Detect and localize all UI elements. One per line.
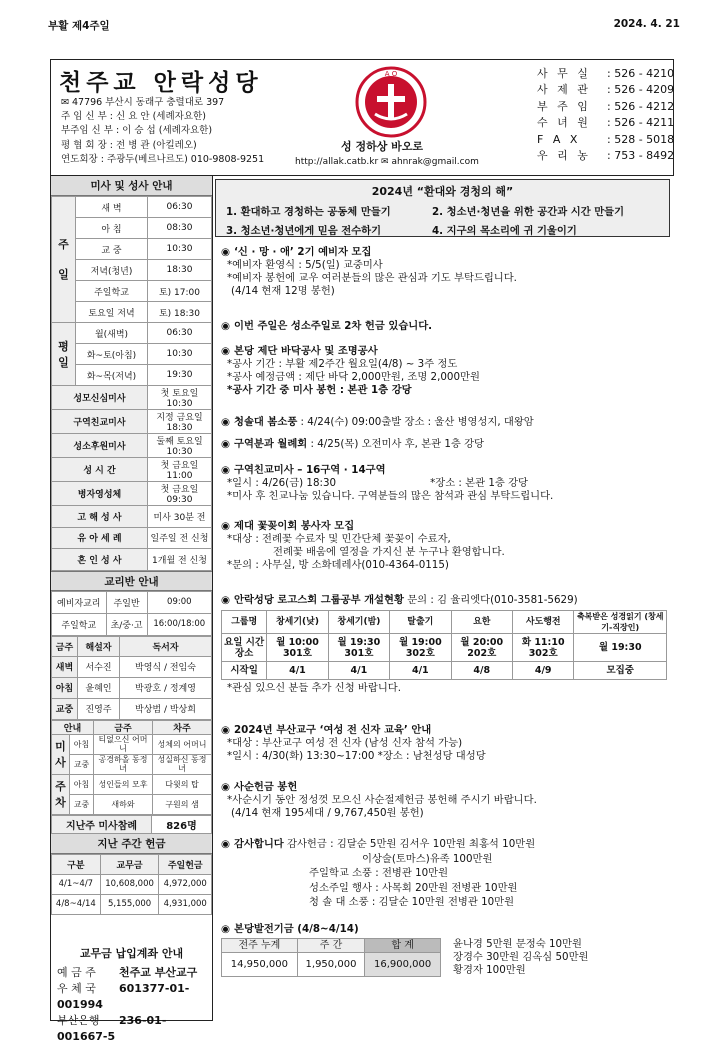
guide-head-cell: 차주 [153, 720, 212, 734]
study-group-cell: 4/8 [451, 662, 512, 680]
offering-cell: 4,931,000 [159, 894, 212, 914]
thanks-line: 주일학교 소풍 : 전병관 10만원 [309, 867, 449, 879]
school-table [51, 591, 212, 636]
mass-time: 06:30 [148, 323, 212, 344]
sacrament-row [52, 386, 212, 410]
bullet-icon: ◉ [221, 520, 230, 532]
patron-saint: 성 정하상 바오로 [341, 140, 424, 153]
notice-line: (4/14 현재 12명 봉헌) [231, 285, 335, 297]
notice-title: 청솔대 봄소풍 [234, 416, 298, 428]
notice-line: *일시 : 4/26(금) 18:30 [227, 477, 337, 489]
notice-text: : 4/25(목) 오전미사 후, 본관 1층 강당 [310, 438, 485, 450]
offering-cell: 4,972,000 [159, 874, 212, 894]
mass-row [52, 323, 212, 344]
study-group-cell: 창세기(낮) [267, 611, 328, 634]
notice-text: : 4/24(수) 09:00출발 장소 : 울산 병영성지, 대왕암 [300, 416, 534, 428]
homepage-link[interactable]: http://allak.catb.kr [295, 157, 379, 167]
mass-row [52, 365, 212, 386]
bullet-icon: ◉ [221, 923, 230, 935]
sacrament-name: 고 해 성 사 [52, 506, 148, 528]
phone-number: : 526 - 4212 [607, 99, 675, 113]
notice-flower-volunteers [221, 520, 671, 572]
left-sidebar [50, 176, 213, 1043]
mass-row [52, 197, 212, 218]
phone-number: : 526 - 4210 [607, 67, 675, 80]
email-icon: ✉ [381, 157, 389, 167]
sacrament-time: 둘째 토요일 10:30 [148, 434, 212, 458]
school-title: 교리반 안내 [51, 571, 212, 591]
council-chair-line: 평 협 회 장 : 전 병 관 (아킬레오) [61, 139, 197, 151]
email-link[interactable]: ahnrak@gmail.com [391, 157, 479, 167]
mass-name: 교 중 [76, 239, 148, 260]
mass-name: 새 벽 [76, 197, 148, 218]
sacrament-row [52, 410, 212, 434]
notice-line: *공사 예정금액 : 제단 바닥 2,000만원, 조명 2,000만원 [227, 371, 480, 383]
guide-group-label: 주 차 [52, 774, 70, 814]
guide-head-cell: 금주 [94, 720, 153, 734]
fund-head: 전주 누계 [222, 939, 298, 953]
phone-row [537, 132, 674, 148]
notice-place: *장소 : 본관 1층 강당 [430, 477, 528, 489]
notice-construction [221, 345, 671, 397]
sacrament-name: 병자영성체 [52, 482, 148, 506]
notice-second-collection [221, 320, 671, 333]
top-bar [48, 18, 680, 32]
guide-head [52, 720, 212, 734]
sacrament-time: 첫 금요일 09:30 [148, 482, 212, 506]
mass-time: 10:30 [148, 239, 212, 260]
guide-slot: 교중 [70, 754, 94, 774]
notice-line: *문의 : 사무실, 방 소화데레사(010-4364-0115) [227, 559, 449, 571]
attendance-label: 지난주 미사참례 [52, 815, 152, 833]
mass-name: 저녁(청년) [76, 260, 148, 281]
sunday-label: 주 일 [52, 197, 76, 323]
study-group-cell: 창세기(밤) [328, 611, 389, 634]
guide-this-week: 티없으신 어머니 [94, 734, 153, 754]
offering-cell: 5,155,000 [100, 894, 159, 914]
sacrament-time: 1개월 전 신청 [148, 549, 212, 571]
fund-value: 16,900,000 [365, 953, 441, 977]
mail-icon: ✉ [61, 97, 69, 108]
mass-time: 06:30 [148, 197, 212, 218]
study-group-cell: 탈출기 [390, 611, 451, 634]
mass-row [52, 239, 212, 260]
study-group-row [222, 634, 667, 662]
mass-time: 토) 17:00 [148, 281, 212, 302]
guide-row [52, 734, 212, 754]
mass-row [52, 302, 212, 323]
notice-title: 구역분과 월례회 [234, 438, 308, 450]
sacrament-name: 성 시 간 [52, 458, 148, 482]
guide-this-week: 새하와 [94, 794, 153, 814]
study-group-cell: 월 19:30 [574, 634, 667, 662]
sacrament-time: 지정 금요일 18:30 [148, 410, 212, 434]
study-group-cell: 시작일 [222, 662, 267, 680]
bullet-icon: ◉ [221, 594, 230, 606]
sacrament-time: 미사 30분 전 [148, 506, 212, 528]
readers-row [52, 698, 212, 719]
liturgical-week: 부활 제4주일 [48, 20, 110, 32]
notice-line: *예비자 봉헌에 교우 여러분들의 많은 관심과 기도 부탁드립니다. [227, 272, 517, 284]
sacrament-name: 성모신심미사 [52, 386, 148, 410]
attendance-table [51, 815, 212, 834]
thanks-line: 청 솔 대 소풍 : 김달순 10만원 전병관 10만원 [309, 896, 515, 908]
development-fund-table [221, 938, 441, 977]
fund-value: 14,950,000 [222, 953, 298, 977]
notice-title: 감사합니다 [234, 838, 284, 850]
study-group-cell: 월 20:00 202호 [451, 634, 512, 662]
mass-time: 19:30 [148, 365, 212, 386]
offering-cell: 10,608,000 [100, 874, 159, 894]
bullet-icon: ◉ [221, 724, 230, 736]
study-group-cell: 화 11:10 302호 [512, 634, 573, 662]
offering-title: 지난 주간 헌금 [51, 834, 212, 854]
offering-row [52, 874, 212, 894]
thanks-line: 이상술(토마스)유족 100만원 [362, 852, 493, 865]
account-list [51, 961, 212, 1045]
phone-label: F A X [537, 132, 581, 146]
mass-time: 08:30 [148, 218, 212, 239]
contact-web [295, 157, 479, 167]
offering-head-cell: 교무금 [100, 854, 159, 874]
notice-title: 본당발전기금 (4/8~4/14) [234, 923, 359, 935]
guide-row [52, 774, 212, 794]
thanks-line: 감사헌금 : 김달순 5만원 김서우 10만원 최홍석 10만원 [287, 838, 536, 850]
readers-cell: 박광호 / 정계영 [120, 677, 212, 698]
school-cell: 예비자교리 [52, 591, 107, 613]
account-title: 교무금 납입계좌 안내 [79, 946, 184, 960]
notice-contact: 문의 : 김 율리엣다(010-3581-5629) [407, 594, 578, 606]
readers-head-cell: 금주 [52, 636, 78, 656]
phone-number: : 753 - 8492 [607, 149, 675, 163]
guide-slot: 교중 [70, 794, 94, 814]
fund-head: 합 계 [365, 939, 441, 953]
study-group-cell: 월 19:00 302호 [390, 634, 451, 662]
phone-list [537, 66, 674, 164]
account-label: 부산은행 [57, 1013, 100, 1027]
notice-logos-study [221, 594, 671, 695]
mass-schedule-title: 미사 및 성사 안내 [51, 176, 212, 196]
guide-next-week: 다윗의 탑 [153, 774, 212, 794]
readers-cell: 아침 [52, 677, 78, 698]
school-row [52, 613, 212, 635]
bullet-icon: ◉ [221, 464, 230, 476]
notice-catechumen [221, 246, 671, 298]
notice-women-education [221, 724, 671, 763]
mass-name: 주일학교 [76, 281, 148, 302]
account-row [57, 981, 206, 1013]
memorial-chair-line: 연도회장 : 주광두(베르나르도) 010-9808-9251 [61, 153, 265, 165]
study-group-cell: 월 19:30 301호 [328, 634, 389, 662]
sacrament-name: 구역친교미사 [52, 410, 148, 434]
guide-row [52, 754, 212, 774]
readers-row [52, 656, 212, 677]
offering-table [51, 854, 212, 915]
readers-cell: 윤혜인 [78, 677, 120, 698]
study-group-cell: 월 10:00 301호 [267, 634, 328, 662]
sacrament-row [52, 482, 212, 506]
weekday-label: 평 일 [52, 323, 76, 386]
notice-thanks [221, 837, 671, 910]
bullet-icon: ◉ [221, 438, 230, 450]
notice-line: *예비자 환영식 : 5/5(일) 교중미사 [227, 259, 383, 271]
attendance-value: 826명 [152, 815, 212, 833]
guide-next-week: 성체의 어머니 [153, 734, 212, 754]
mass-row [52, 218, 212, 239]
mass-time: 토) 18:30 [148, 302, 212, 323]
sacrament-time: 일주일 전 신청 [148, 527, 212, 549]
account-label: 예 금 주 [57, 965, 96, 979]
annual-theme-box [215, 179, 670, 237]
study-group-cell: 4/1 [267, 662, 328, 680]
mass-name: 화~토(아침) [76, 344, 148, 365]
readers-cell: 진영주 [78, 698, 120, 719]
church-name: 천주교 안락성당 [59, 70, 263, 96]
bullet-icon: ◉ [221, 838, 230, 850]
account-value: 천주교 부산교구 [119, 965, 198, 979]
mass-time: 18:30 [148, 260, 212, 281]
issue-date: 2024. 4. 21 [613, 18, 680, 30]
phone-number: : 526 - 4211 [607, 116, 675, 130]
phone-number: : 526 - 4209 [607, 83, 675, 97]
bullet-icon: ◉ [221, 246, 230, 258]
guide-group-label: 미 사 [52, 734, 70, 774]
readers-cell: 서수진 [78, 656, 120, 677]
study-group-cell: 모집중 [574, 662, 667, 680]
phone-row [537, 82, 674, 98]
thanks-line: 성소주일 행사 : 사목회 20만원 전병관 10만원 [309, 881, 518, 894]
guide-slot: 아침 [70, 734, 94, 754]
donor-line: 장경수 30만원 김옥심 50만원 [453, 951, 589, 963]
mass-name: 아 침 [76, 218, 148, 239]
sacrament-row [52, 527, 212, 549]
guide-this-week: 성인들의 모후 [94, 774, 153, 794]
readers-cell: 박상범 / 박상희 [120, 698, 212, 719]
notice-development-fund [221, 923, 671, 977]
sacrament-row [52, 549, 212, 571]
offering-cell: 4/8~4/14 [52, 894, 101, 914]
bulletin-header [50, 59, 674, 176]
theme-item: 3. 청소년·청년에게 믿음 전수하기 [226, 225, 382, 237]
notice-title: 제대 꽃꽂이회 봉사자 모집 [234, 520, 355, 532]
mass-row [52, 281, 212, 302]
notice-line: (4/14 현재 195세대 / 9,767,450원 봉헌) [231, 807, 424, 819]
phone-label: 사 무 실 [537, 67, 591, 80]
readers-cell: 새벽 [52, 656, 78, 677]
school-row [52, 591, 212, 613]
notice-title: 본당 제단 바닥공사 및 조명공사 [234, 345, 378, 357]
notice-picnic [221, 416, 671, 429]
mass-row [52, 260, 212, 281]
sacrament-name: 혼 인 성 사 [52, 549, 148, 571]
notice-lent-offering [221, 781, 671, 820]
study-group-cell: 요한 [451, 611, 512, 634]
study-group-cell: 그룹명 [222, 611, 267, 634]
school-cell: 16:00/18:00 [147, 613, 211, 635]
account-row [57, 965, 206, 981]
parish-logo-icon [355, 66, 427, 138]
offering-head-cell: 구분 [52, 854, 101, 874]
phone-row [537, 148, 674, 164]
annual-theme-title: 2024년 “환대와 경청의 해” [371, 185, 514, 198]
bullet-icon: ◉ [221, 345, 230, 357]
sacrament-name: 성소후원미사 [52, 434, 148, 458]
mass-name: 화~목(저녁) [76, 365, 148, 386]
notice-title: 2024년 부산교구 ‘여성 전 신자 교육’ 안내 [234, 724, 432, 736]
mass-time: 10:30 [148, 344, 212, 365]
guide-head-cell: 안내 [52, 720, 94, 734]
school-cell: 09:00 [147, 591, 211, 613]
sacrament-time: 첫 토요일 10:30 [148, 386, 212, 410]
bullet-icon: ◉ [221, 320, 230, 332]
notice-title: 사순헌금 봉헌 [234, 781, 298, 793]
address: 47796 부산시 동래구 충렬대로 397 [72, 97, 225, 108]
notice-title: 구역친교미사 – 16구역 · 14구역 [234, 464, 386, 476]
notice-note: *관심 있으신 분들 추가 신청 바랍니다. [227, 682, 401, 694]
guide-row [52, 794, 212, 814]
readers-head [52, 636, 212, 656]
phone-label: 수 녀 원 [537, 116, 591, 130]
phone-row [537, 115, 674, 131]
mass-row [52, 344, 212, 365]
guide-table [51, 720, 212, 815]
phone-number: : 528 - 5018 [607, 132, 675, 146]
offering-row [52, 894, 212, 914]
mass-schedule-table [51, 196, 212, 571]
account-row [57, 1013, 206, 1045]
offering-head-cell: 주일헌금 [159, 854, 212, 874]
school-cell: 주일반 [106, 591, 147, 613]
phone-label: 우 리 농 [537, 149, 591, 163]
study-group-cell: 4/1 [390, 662, 451, 680]
account-value: 601377-01-001994 [57, 981, 190, 1011]
study-group-cell: 4/9 [512, 662, 573, 680]
phone-label: 사 제 관 [537, 83, 591, 97]
bullet-icon: ◉ [221, 416, 230, 428]
offering-cell: 4/1~4/7 [52, 874, 101, 894]
notice-line: *미사 후 친교나눔 있습니다. 구역분들의 많은 참석과 관심 부탁드립니다. [227, 490, 554, 502]
notice-line: 전례꽃 배움에 열정을 가지신 분 누구나 환영합니다. [273, 546, 505, 558]
notice-line: *일시 : 4/30(화) 13:30~17:00 *장소 : 남천성당 대성당 [227, 750, 486, 762]
theme-item: 4. 지구의 목소리에 귀 기울이기 [432, 225, 577, 237]
sacrament-row [52, 458, 212, 482]
study-group-cell: 사도행전 [512, 611, 573, 634]
readers-table [51, 636, 212, 720]
notice-line: *공사 기간 : 부활 제2주간 월요일(4/8) ~ 3주 정도 [227, 358, 458, 370]
readers-head-cell: 해설자 [78, 636, 120, 656]
guide-slot: 아침 [70, 774, 94, 794]
study-group-row [222, 662, 667, 680]
theme-item: 2. 청소년·청년을 위한 공간과 시간 만들기 [432, 206, 625, 218]
svg-text:A O: A O [384, 70, 398, 78]
fund-head: 주 간 [297, 939, 364, 953]
school-cell: 주일학교 [52, 613, 107, 635]
phone-row [537, 99, 674, 115]
readers-row [52, 677, 212, 698]
study-group-row [222, 611, 667, 634]
notice-line: *대상 : 부산교구 여성 전 신자 (남성 신자 참석 가능) [227, 737, 463, 749]
donor-line: 윤나경 5만원 문정숙 10만원 [453, 938, 582, 950]
study-group-cell: 4/1 [328, 662, 389, 680]
notice-title: 이번 주일은 성소주일로 2차 헌금 있습니다. [234, 320, 433, 332]
sacrament-time: 첫 금요일 11:00 [148, 458, 212, 482]
phone-label: 부 주 임 [537, 99, 591, 113]
sacrament-row [52, 506, 212, 528]
notice-district-mass [221, 464, 671, 503]
theme-item: 1. 환대하고 경청하는 공동체 만들기 [226, 206, 391, 218]
readers-head-cell: 독서자 [120, 636, 212, 656]
header-info [61, 96, 264, 167]
mass-name: 토요일 저녁 [76, 302, 148, 323]
study-group-cell: 요일 시간 장소 [222, 634, 267, 662]
phone-row [537, 66, 674, 82]
priest-line: 주 임 신 부 : 신 요 안 (세례자요한) [61, 111, 206, 123]
fund-value: 1,950,000 [297, 953, 364, 977]
guide-next-week: 구원의 샘 [153, 794, 212, 814]
readers-cell: 교중 [52, 698, 78, 719]
study-group-cell: 축복받은 성경읽기 (창세기-직장인) [574, 611, 667, 634]
sacrament-row [52, 434, 212, 458]
account-label: 우 체 국 [57, 981, 96, 995]
notice-title: ‘신 · 망 · 애’ 2기 예비자 모집 [234, 246, 372, 258]
notice-line-bold: *공사 기간 중 미사 봉헌 : 본관 1층 강당 [227, 384, 412, 396]
account-value: 236-01-001667-5 [57, 1013, 167, 1043]
bullet-icon: ◉ [221, 781, 230, 793]
guide-this-week: 공경하올 동정녀 [94, 754, 153, 774]
sacrament-name: 유 아 세 례 [52, 527, 148, 549]
study-group-table [221, 610, 667, 680]
mass-name: 월(새벽) [76, 323, 148, 344]
notice-line: *사순시기 동안 정성껏 모으신 사순절제헌금 봉헌해 주시기 바랍니다. [227, 794, 537, 806]
donor-line: 황경자 100만원 [453, 964, 526, 976]
assistant-priest-line: 부주임 신 부 : 이 승 섭 (세례자요한) [61, 125, 213, 137]
guide-next-week: 성실하신 동정녀 [153, 754, 212, 774]
notice-district-meeting [221, 438, 671, 451]
readers-cell: 박영식 / 전임숙 [120, 656, 212, 677]
notice-line: *대상 : 전례꽃 수료자 및 민간단체 꽃꽂이 수료자, [227, 533, 451, 545]
school-cell: 초/중·고 [106, 613, 147, 635]
notice-title: 안락성당 로고스회 그룹공부 개설현황 [234, 594, 404, 606]
offering-head [52, 854, 212, 874]
